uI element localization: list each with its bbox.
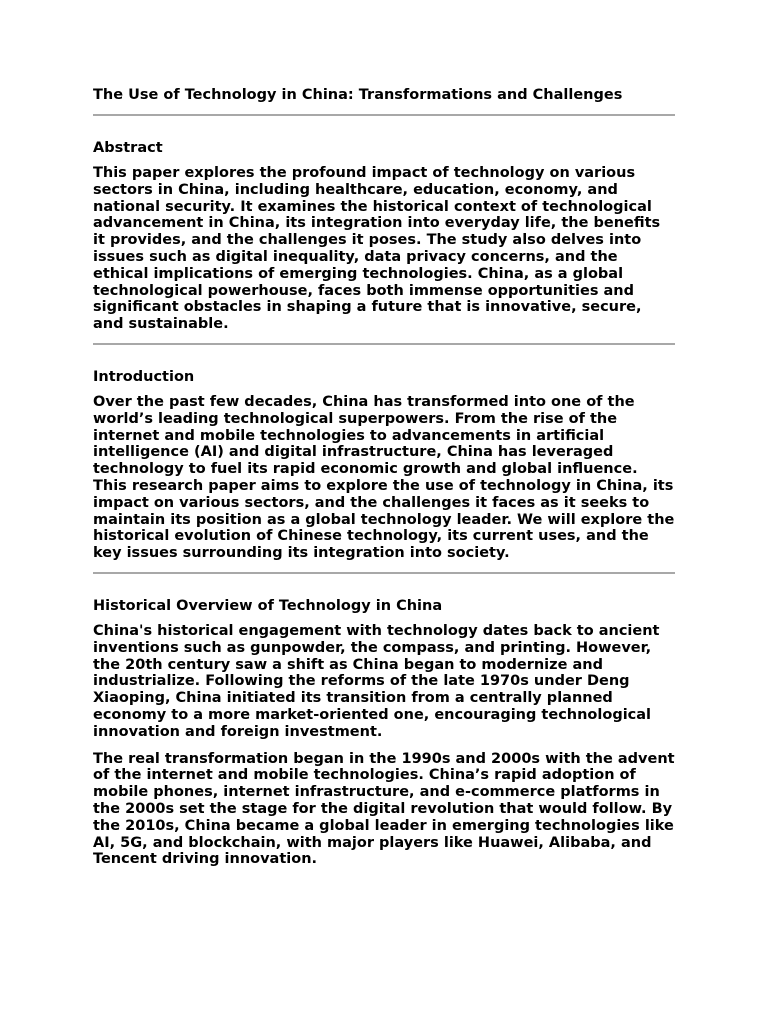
section-heading-historical-overview: Historical Overview of Technology in China <box>93 597 443 614</box>
introduction-paragraph: Over the past few decades, China has transformed into one of the world’s leading technological superpowers. From the rise of the internet and mobile technologies to advancements in artificial intelligence (AI) and digital infrastructure, China has leveraged technology to fuel its rapid economic growth and global influence. This research paper aims to explore the use of technology in China, its impact on various sectors, and the challenges it faces as it seeks to maintain its position as a global technology leader. We will explore the historical evolution of Chinese technology, its current uses, and the key issues surrounding its integration into society. <box>93 393 675 562</box>
abstract-paragraph: This paper explores the profound impact of technology on various sectors in China, including healthcare, education, economy, and national security. It examines the historical context of technological advancement in China, its integration into everyday life, the benefits it provides, and the challenges it poses. The study also delves into issues such as digital inequality, data privacy concerns, and the ethical implications of emerging technologies. China, as a global technological powerhouse, faces both immense opportunities and significant obstacles in shaping a future that is innovative, secure, and sustainable. <box>93 165 661 333</box>
section-heading-abstract: Abstract <box>93 140 163 156</box>
document-page <box>93 86 675 868</box>
section-heading-introduction: Introduction <box>93 368 195 385</box>
historical-overview-paragraph-2: The real transformation began in the 1990s and 2000s with the advent of the internet and mobile technologies. China’s rapid adoption of mobile phones, internet infrastructure, and e-commerce platforms in the 2000s set the stage for the digital revolution that would follow. By the 2010s, China became a global leader in emerging technologies like AI, 5G, and blockchain, with major players like Huawei, Alibaba, and Tencent driving innovation. <box>93 750 675 868</box>
historical-overview-paragraph-1: China's historical engagement with technology dates back to ancient inventions such as gunpowder, the compass, and printing. However, the 20th century saw a shift as China began to modernize and industrialize. Following the reforms of the late 1970s under Deng Xiaoping, China initiated its transition from a centrally planned economy to a more market-oriented one, encouraging technological innovation and foreign investment. <box>93 622 660 740</box>
document-title: The Use of Technology in China: Transformations and Challenges <box>93 87 623 103</box>
